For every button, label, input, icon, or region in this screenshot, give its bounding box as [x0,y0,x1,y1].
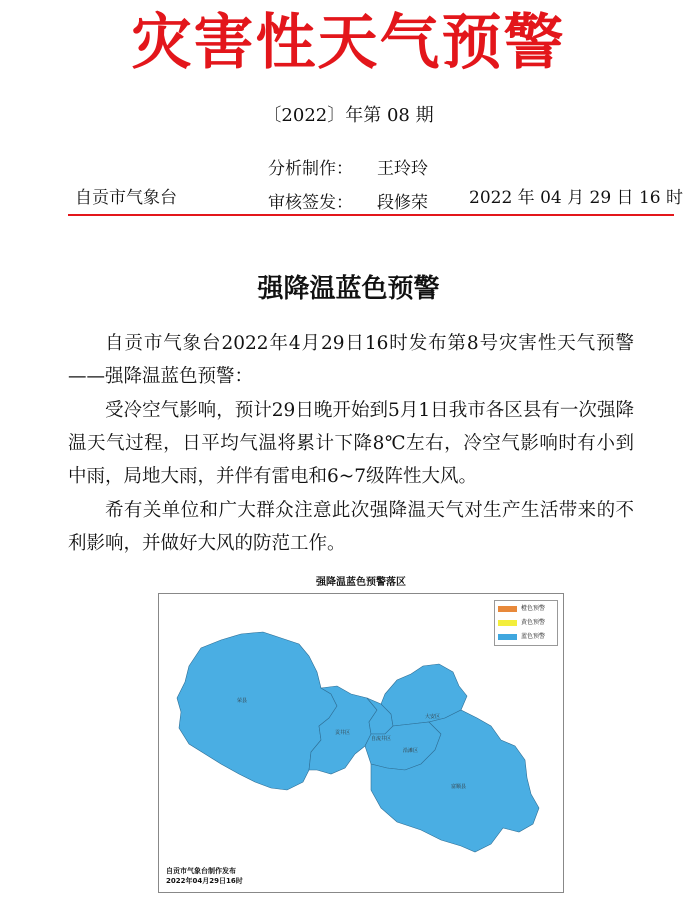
region-label-yantan: 沿滩区 [403,748,419,754]
paragraph-forecast: 受冷空气影响，预计29日晚开始到5月1日我市各区县有一次强降温天气过程，日平均气温将累计下降8℃左右，冷空气影响时有小到中雨，局地大雨，并伴有雷电和6~7级阵性大风。 [68,400,634,487]
legend-swatch-orange [498,606,517,612]
region-label-fushun: 富顺县 [451,784,467,790]
analyst-label: 分析制作： [268,159,353,179]
legend-item-blue [498,631,545,642]
document-title: 强降温蓝色预警 [257,274,440,304]
reviewer-name: 段修荣 [377,193,428,213]
red-divider [68,214,674,216]
legend-label-yellow: 黄色预警 [521,619,546,626]
alert-header-title: 灾害性天气预警 [131,8,566,78]
map-credit-org: 自贡市气象台制作发布 [166,867,236,875]
legend-item-yellow [498,617,545,628]
region-label-daan: 大安区 [425,714,441,720]
county-regions [177,632,539,852]
region-label-ziliujing: 自流井区 [371,736,392,742]
issue-datetime: 2022 年 04 月 29 日 16 时 [469,188,683,208]
region-label-gongjing: 贡井区 [335,730,351,736]
legend-swatch-blue [498,634,517,640]
reviewer-label: 审核签发： [268,193,353,213]
map-credit-time: 2022年04月29日16时 [166,877,243,885]
issue-number: 〔2022〕年第 08 期 [263,105,434,126]
analyst-name: 王玲玲 [377,159,428,179]
map-legend [494,600,558,646]
paragraph-intro: 自贡市气象台2022年4月29日16时发布第8号灾害性天气预警——强降温蓝色预警： [68,333,634,387]
legend-label-orange: 橙色预警 [521,605,546,612]
issuing-org: 自贡市气象台 [75,188,177,208]
legend-label-blue: 蓝色预警 [521,633,546,640]
region-label-rongxian: 荣县 [237,698,248,704]
paragraph-advice: 希有关单位和广大群众注意此次强降温天气对生产生活带来的不利影响，并做好大风的防范工作。 [68,500,634,554]
legend-swatch-yellow [498,620,517,626]
legend-item-orange [498,603,545,614]
map-title: 强降温蓝色预警落区 [316,577,406,588]
